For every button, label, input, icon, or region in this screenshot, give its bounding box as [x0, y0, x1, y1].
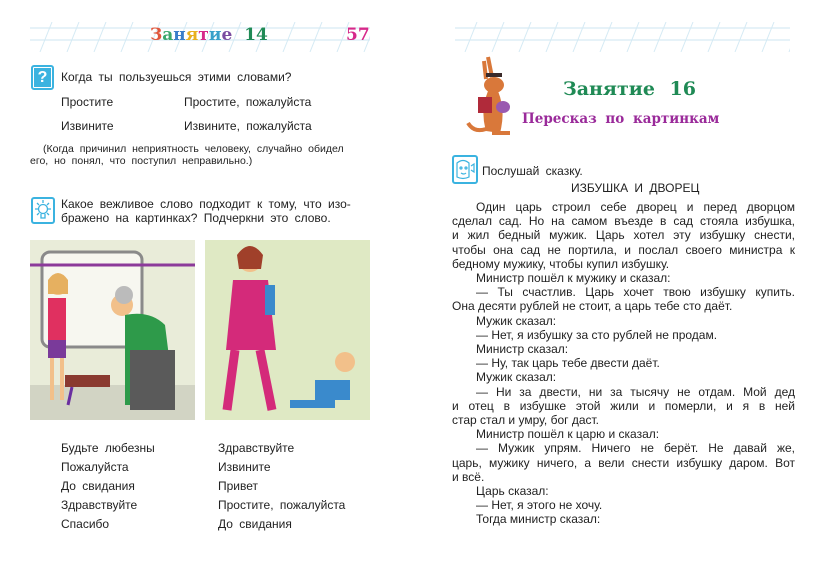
word-1b: Простите, пожалуйста [184, 95, 312, 109]
lesson-word-letter: я [185, 25, 199, 45]
note-line-1: (Когда причинил неприятность человеку, случайно обидел [43, 143, 344, 155]
story-line: Тогда министр сказал: [476, 512, 601, 527]
story-line: Мужик сказал: [476, 313, 557, 328]
grid-line [519, 22, 531, 52]
grid-line [708, 22, 720, 52]
story-line: и жил бедный мужик. Царь хотел эту избушку снести, [452, 228, 795, 243]
story-line: — Нет, я этого не хочу. [476, 498, 603, 513]
story-line: — Нет, я избушку за сто рублей не продам. [476, 327, 718, 342]
story-title: ИЗБУШКА И ДВОРЕЦ [571, 181, 700, 195]
illustration-street [205, 240, 370, 420]
grid-line [762, 22, 774, 52]
lesson-title-left [150, 25, 268, 45]
task2-line-1: Какое вежливое слово подходит к тому, что изо- [61, 197, 351, 211]
story-line: царь, мужику ничего, а вели снести избушку даром. Вот [452, 455, 795, 470]
task2-line-2: бражено на картинках? Подчеркни это слово. [61, 211, 331, 225]
task1-question: Когда ты пользуешься этими словами? [61, 70, 292, 84]
kangaroo-mascot [466, 55, 516, 143]
word-2b: Извините, пожалуйста [184, 119, 312, 133]
lesson-title: Занятие 16 [563, 78, 696, 100]
grid-line [573, 22, 585, 52]
word-option[interactable]: Простите, пожалуйста [218, 498, 346, 512]
grid-line [681, 22, 693, 52]
grid-line [654, 22, 666, 52]
grid-line [546, 22, 558, 52]
story-line: — Ну, так царь тебе двести даёт. [476, 356, 660, 371]
grid-line [40, 22, 52, 52]
story-line: — Ни за двести, ни за тысячу не отдам. Мой дед [476, 384, 795, 399]
word-option[interactable]: Здравствуйте [61, 498, 138, 512]
grid-line [121, 22, 133, 52]
word-option[interactable]: До свидания [61, 479, 135, 493]
lightbulb-icon [31, 197, 55, 224]
question-icon: ? [31, 65, 54, 90]
grid-line [735, 22, 747, 52]
word-option[interactable]: Извините [218, 460, 271, 474]
word-2a: Извините [61, 119, 114, 133]
listen-instruction: Послушай сказку. [482, 164, 583, 178]
story-line: Мужик сказал: [476, 370, 557, 385]
illustration-bus [30, 240, 195, 420]
story-line: Министр пошёл к мужику и сказал: [476, 271, 671, 285]
lesson-word-letter: е [221, 25, 233, 45]
grid-line [283, 22, 295, 52]
lesson-word-letter: а [162, 25, 174, 45]
page-number: 57 [346, 25, 370, 45]
lesson-word-letter: З [150, 25, 163, 45]
lesson-subtitle: Пересказ по картинкам [522, 111, 720, 127]
story-line: — Мужик упрям. Ничего не берёт. Не давай же, [476, 441, 795, 456]
story-line: Один царь строил себе дворец и перед дворцом [476, 200, 795, 214]
grid-line [465, 22, 477, 52]
word-1a: Простите [61, 95, 114, 109]
listening-face-icon [452, 155, 478, 184]
word-option[interactable]: Привет [218, 479, 259, 493]
story-line: Министр сказал: [476, 342, 569, 356]
lesson-number: 14 [244, 25, 268, 45]
lesson-word-letter: т [198, 25, 209, 45]
story-line: и всё. [452, 469, 485, 484]
story-line: — Ты счастлив. Царь хочет твою избушку купить. [476, 285, 795, 300]
word-option[interactable]: Спасибо [61, 517, 110, 531]
grid-line [600, 22, 612, 52]
story-line: Она десяти рублей не стоит, а царь тебе сто даёт. [452, 299, 733, 314]
grid-line [492, 22, 504, 52]
story-line: бедному мужику, чтобы купил избушку. [452, 256, 670, 271]
word-option[interactable]: Будьте любезны [61, 441, 155, 455]
lesson-word-letter: и [208, 25, 222, 45]
grid-line [627, 22, 639, 52]
grid-line [789, 22, 790, 52]
grid-line [67, 22, 79, 52]
word-option[interactable]: Здравствуйте [218, 441, 295, 455]
story-line: и отец в избушке этой жили и померли, и я в ней [452, 398, 795, 413]
story-line: чтобы она сад не портила, и послал своего министра к [452, 242, 795, 257]
note-line-2: его, но понял, что поступил неправильно.) [30, 155, 253, 167]
header-grid-right [455, 22, 790, 52]
word-option[interactable]: Пожалуйста [61, 460, 129, 474]
lesson-word-letter: н [173, 25, 186, 45]
word-option[interactable]: До свидания [218, 517, 292, 531]
story-line: сделал сад. Но на самом въезде в сад стояла избушка, [452, 214, 795, 229]
grid-line [310, 22, 322, 52]
story-line: Министр пошёл к царю и сказал: [476, 427, 660, 442]
grid-line [94, 22, 106, 52]
story-line: Царь сказал: [476, 484, 549, 498]
story-line: стар стал и умру, бог даст. [452, 413, 600, 427]
lesson-word [150, 25, 232, 45]
